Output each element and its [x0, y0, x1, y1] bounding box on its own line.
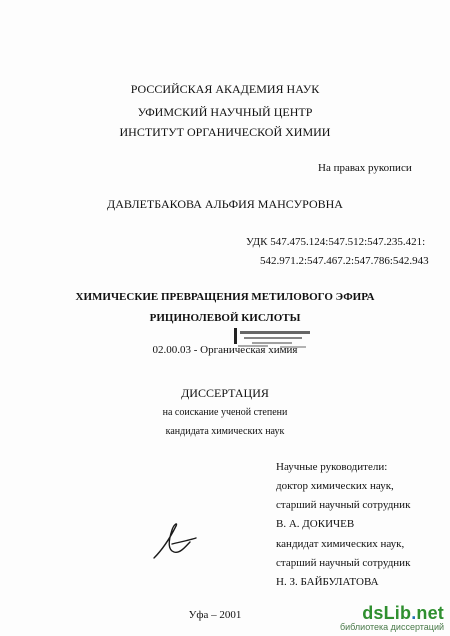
title-line-2: РИЦИНОЛЕВОЙ КИСЛОТЫ	[149, 312, 301, 324]
supervisor-2-degree: кандидат химических наук,	[276, 538, 405, 550]
udk-line-2: 542.971.2:547.467.2:547.786:542.943	[260, 255, 429, 267]
degree-line-1: на соискание ученой степени	[162, 407, 288, 418]
supervisor-2-name: Н. З. БАЙБУЛАТОВА	[276, 576, 379, 588]
document-type-label: ДИССЕРТАЦИЯ	[181, 386, 269, 400]
supervisor-1-name: В. А. ДОКИЧЕВ	[276, 518, 355, 530]
supervisor-2-title: старший научный сотрудник	[276, 557, 411, 569]
dslib-tagline: библиотека диссертаций	[339, 622, 444, 632]
academy-name: РОССИЙСКАЯ АКАДЕМИЯ НАУК	[130, 82, 320, 96]
udk-line-1: УДК 547.475.124:547.512:547.235.421:	[246, 236, 426, 248]
title-line-1: ХИМИЧЕСКИЕ ПРЕВРАЩЕНИЯ МЕТИЛОВОГО ЭФИРА	[75, 291, 375, 303]
center-name: УФИМСКИЙ НАУЧНЫЙ ЦЕНТР	[137, 105, 313, 119]
degree-line-2: кандидата химических наук	[165, 426, 285, 437]
institute-name: ИНСТИТУТ ОРГАНИЧЕСКОЙ ХИМИИ	[119, 125, 331, 139]
dslib-watermark	[340, 604, 444, 632]
author-name: ДАВЛЕТБАКОВА АЛЬФИЯ МАНСУРОВНА	[107, 197, 343, 211]
place-and-year: Уфа – 2001	[188, 609, 242, 621]
manuscript-note: На правах рукописи	[318, 162, 412, 174]
supervisor-1-degree: доктор химических наук,	[276, 480, 394, 492]
supervisor-1-title: старший научный сотрудник	[276, 499, 411, 511]
specialty: 02.00.03 - Органическая химия	[152, 344, 298, 356]
handwritten-signature	[150, 520, 198, 562]
dslib-logo: dsLib.net	[362, 603, 444, 623]
supervisors-heading: Научные руководители:	[276, 461, 388, 473]
